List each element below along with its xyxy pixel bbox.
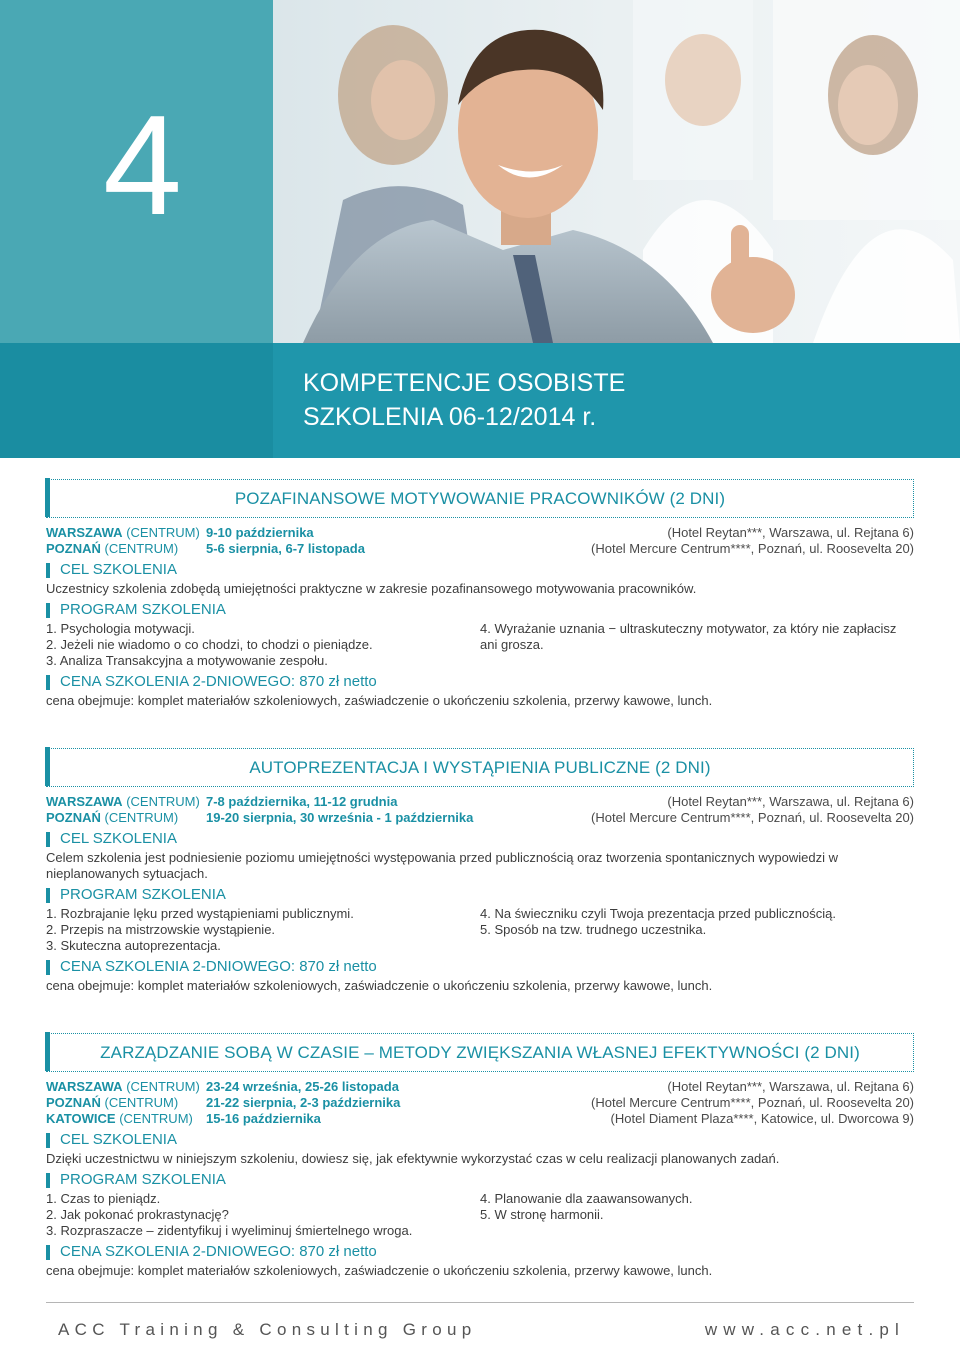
goal-text: Celem szkolenia jest podniesienie poziomu umiejętności występowania przed publicznością oraz tworzenia spontanicznych wypowiedzi w nieplanowanych sytuacjach. xyxy=(46,850,838,881)
hotel-info: (Hotel Diament Plaza****, Katowice, ul. Dworcowa 9) xyxy=(610,1111,914,1126)
city-area: (CENTRUM) xyxy=(104,810,179,825)
program-list xyxy=(46,621,914,669)
goal-heading: CEL SZKOLENIA xyxy=(46,1129,914,1151)
hotel-info: (Hotel Mercure Centrum****, Poznań, ul. Roosevelta 20) xyxy=(591,1095,914,1110)
course-dates: 19-20 sierpnia, 30 września - 1 października xyxy=(206,810,474,825)
location-row xyxy=(46,794,914,810)
program-heading: PROGRAM SZKOLENIA xyxy=(46,1169,914,1191)
program-item: 3. Rozpraszacze – zidentyfikuj i wyeliminuj śmiertelnego wroga. xyxy=(46,1223,413,1238)
city-area: (CENTRUM) xyxy=(126,794,200,809)
price-note: cena obejmuje: komplet materiałów szkoleniowych, zaświadczenie o ukończeniu szkolenia, przerwy kawowe, lunch. xyxy=(46,693,713,708)
city-name: POZNAŃ xyxy=(46,810,101,825)
city-name: POZNAŃ xyxy=(46,1095,101,1110)
program-item: 4. Na świeczniku czyli Twoja prezentacja przed publicznością. xyxy=(480,906,836,921)
location-row xyxy=(46,1079,914,1095)
program-item: 2. Przepis na mistrzowskie wystąpienie. xyxy=(46,922,276,937)
program-item: 5. Sposób na tzw. trudnego uczestnika. xyxy=(480,922,707,937)
footer-company: ACC Training & Consulting Group xyxy=(58,1320,477,1339)
program-list xyxy=(46,906,914,954)
program-item: 1. Czas to pieniądz. xyxy=(46,1191,161,1206)
page-title: KOMPETENCJE OSOBISTE xyxy=(303,369,626,397)
program-item: 3. Analiza Transakcyjna a motywowanie zespołu. xyxy=(46,653,328,668)
price-heading: CENA SZKOLENIA 2-DNIOWEGO: 870 zł netto xyxy=(46,671,914,693)
price-note: cena obejmuje: komplet materiałów szkoleniowych, zaświadczenie o ukończeniu szkolenia, przerwy kawowe, lunch. xyxy=(46,978,713,993)
course-section xyxy=(46,479,914,709)
page-subtitle: SZKOLENIA 06-12/2014 r. xyxy=(303,403,597,431)
course-dates: 9-10 października xyxy=(206,525,314,540)
location-row xyxy=(46,810,914,826)
program-item: 2. Jak pokonać prokrastynację? xyxy=(46,1207,229,1222)
course-title: POZAFINANSOWE MOTYWOWANIE PRACOWNIKÓW (2 DNI) xyxy=(234,488,726,508)
city-area: (CENTRUM) xyxy=(119,1111,193,1126)
program-item: 4. Wyrażanie uznania − ultraskuteczny motywator, za który nie zapłacisz xyxy=(480,621,897,636)
business-people-photo xyxy=(273,0,960,343)
price-heading: CENA SZKOLENIA 2-DNIOWEGO: 870 zł netto xyxy=(46,956,914,978)
course-dates: 5-6 sierpnia, 6-7 listopada xyxy=(206,541,365,556)
goal-text: Uczestnicy szkolenia zdobędą umiejętności praktyczne w zakresie pozafinansowego motywowania pracowników. xyxy=(46,581,697,596)
program-item: 3. Skuteczna autoprezentacja. xyxy=(46,938,221,953)
course-dates: 21-22 sierpnia, 2-3 października xyxy=(206,1095,401,1110)
program-item: 2. Jeżeli nie wiadomo o co chodzi, to chodzi o pieniądze. xyxy=(46,637,373,652)
city-area: (CENTRUM) xyxy=(126,1079,200,1094)
city-name: WARSZAWA xyxy=(46,794,123,809)
city-name: WARSZAWA xyxy=(46,1079,123,1094)
hotel-info: (Hotel Reytan***, Warszawa, ul. Rejtana 6) xyxy=(667,794,914,809)
photo-illustration xyxy=(273,0,960,343)
location-row xyxy=(46,525,914,541)
program-item: 5. W stronę harmonii. xyxy=(480,1207,604,1222)
price-heading: CENA SZKOLENIA 2-DNIOWEGO: 870 zł netto xyxy=(46,1241,914,1263)
price-note: cena obejmuje: komplet materiałów szkoleniowych, zaświadczenie o ukończeniu szkolenia, przerwy kawowe, lunch. xyxy=(46,1263,713,1278)
course-title: AUTOPREZENTACJA I WYSTĄPIENIA PUBLICZNE (2 DNI) xyxy=(249,757,711,777)
course-dates: 15-16 października xyxy=(206,1111,321,1126)
program-item: 1. Rozbrajanie lęku przed wystąpieniami publicznymi. xyxy=(46,906,354,921)
header-hero xyxy=(0,0,960,458)
course-dates: 23-24 września, 25-26 listopada xyxy=(206,1079,399,1094)
program-item: 1. Psychologia motywacji. xyxy=(46,621,195,636)
course-section xyxy=(46,1033,914,1279)
city-name: POZNAŃ xyxy=(46,541,101,556)
course-dates: 7-8 października, 11-12 grudnia xyxy=(206,794,398,809)
course-title-box xyxy=(46,1033,914,1072)
location-row xyxy=(46,1111,914,1127)
location-row xyxy=(46,541,914,557)
course-title-box xyxy=(46,479,914,518)
footer-website[interactable]: www.acc.net.pl xyxy=(704,1320,905,1339)
hotel-info: (Hotel Mercure Centrum****, Poznań, ul. Roosevelta 20) xyxy=(591,810,914,825)
city-area: (CENTRUM) xyxy=(104,1095,179,1110)
page-number: 4 xyxy=(103,86,182,245)
footer-divider xyxy=(46,1302,914,1303)
page-number-panel xyxy=(0,0,273,343)
course-title: ZARZĄDZANIE SOBĄ W CZASIE – METODY ZWIĘKSZANIA WŁASNEJ EFEKTYWNOŚCI (2 DNI) xyxy=(100,1042,860,1062)
goal-heading: CEL SZKOLENIA xyxy=(46,559,914,581)
goal-text: Dzięki uczestnictwu w niniejszym szkoleniu, dowiesz się, jak efektywnie wykorzystać czas w celu realizacji planowanych zadań. xyxy=(46,1151,780,1166)
hotel-info: (Hotel Reytan***, Warszawa, ul. Rejtana 6) xyxy=(667,1079,914,1094)
course-section xyxy=(46,748,914,994)
program-heading: PROGRAM SZKOLENIA xyxy=(46,884,914,906)
title-band xyxy=(0,343,960,458)
city-name: KATOWICE xyxy=(46,1111,116,1126)
course-title-box xyxy=(46,748,914,787)
city-name: WARSZAWA xyxy=(46,525,123,540)
location-row xyxy=(46,1095,914,1111)
program-item: ani grosza. xyxy=(480,637,544,652)
program-list xyxy=(46,1191,914,1239)
hotel-info: (Hotel Mercure Centrum****, Poznań, ul. Roosevelta 20) xyxy=(591,541,914,556)
title-band-accent xyxy=(0,343,273,458)
program-item: 4. Planowanie dla zaawansowanych. xyxy=(480,1191,693,1206)
program-heading: PROGRAM SZKOLENIA xyxy=(46,599,914,621)
goal-heading: CEL SZKOLENIA xyxy=(46,828,914,850)
hotel-info: (Hotel Reytan***, Warszawa, ul. Rejtana 6) xyxy=(667,525,914,540)
city-area: (CENTRUM) xyxy=(126,525,200,540)
city-area: (CENTRUM) xyxy=(104,541,179,556)
